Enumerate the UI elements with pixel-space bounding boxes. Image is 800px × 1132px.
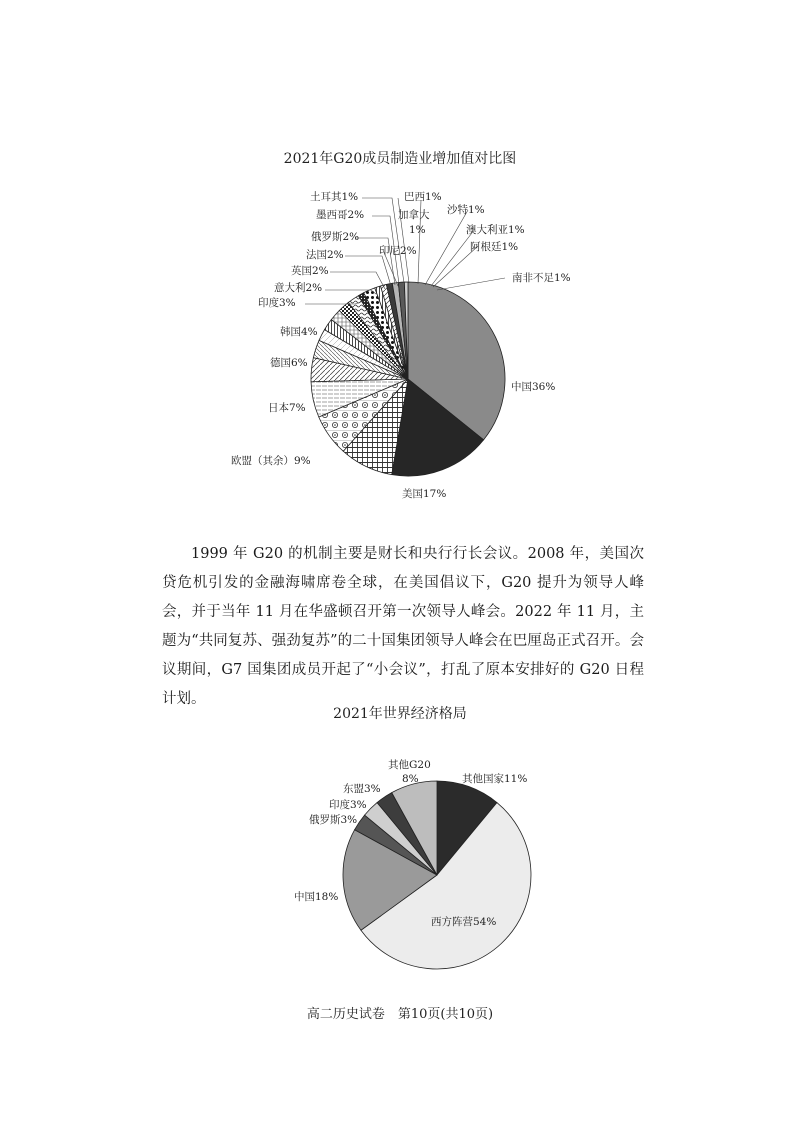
- chart1-label-argentina: 阿根廷1%: [470, 241, 519, 253]
- chart1-label-canada: 加拿大: [398, 209, 430, 221]
- chart2-label-other-g20-value: 8%: [402, 773, 419, 785]
- chart1-label-south-africa: 南非不足1%: [512, 272, 571, 284]
- chart1-title: 2021年G20成员制造业增加值对比图: [283, 151, 517, 167]
- chart2-label-western-bloc: 西方阵营54%: [431, 916, 497, 928]
- chart1-label-canada-value: 1%: [409, 224, 426, 236]
- chart1-label-germany: 德国6%: [270, 357, 308, 369]
- chart2-label-other-g20: 其他G20: [388, 759, 431, 771]
- body-paragraph: 1999 年 G20 的机制主要是财长和央行行长会议。2008 年，美国次贷危机引发的金融海啸席卷全球，在美国倡议下，G20 提升为领导人峰会，并于当年 11 月在华盛顿召开第一次领导人峰会。2022 年 11 月，主题为“共同复苏、强劲复苏”的二十国集团领导人峰会在巴厘岛正式召开。会议期间，G7 国集团成员开起了“小会议”，打乱了原本安排好的 G20 日程计划。: [162, 546, 644, 707]
- chart1-label-australia: 澳大利亚1%: [466, 224, 525, 236]
- chart1-label-india: 印度3%: [258, 297, 296, 309]
- world-economy-pie-chart: [0, 740, 800, 990]
- chart1-label-italy: 意大利2%: [274, 282, 323, 294]
- chart1-label-france: 法国2%: [306, 249, 344, 261]
- chart1-label-indonesia: 印尼2%: [379, 245, 417, 257]
- chart1-label-saudi: 沙特1%: [447, 204, 485, 216]
- chart1-label-turkey: 土耳其1%: [310, 191, 359, 203]
- chart1-label-japan: 日本7%: [268, 402, 306, 414]
- chart2-title: 2021年世界经济格局: [333, 706, 467, 722]
- page-footer: 高二历史试卷 第10页(共10页): [306, 1007, 494, 1022]
- chart1-label-korea: 韩国4%: [280, 326, 318, 338]
- chart2-label-other-countries: 其他国家11%: [462, 773, 528, 785]
- chart1-label-uk: 英国2%: [291, 265, 329, 277]
- chart2-label-india: 印度3%: [329, 799, 367, 811]
- chart1-label-china: 中国36%: [511, 381, 556, 393]
- chart1-label-russia: 俄罗斯2%: [311, 231, 360, 243]
- chart1-label-eu: 欧盟（其余）9%: [231, 455, 311, 467]
- chart2-label-asean: 东盟3%: [343, 783, 381, 795]
- chart2-label-china: 中国18%: [294, 891, 339, 903]
- chart1-label-mexico: 墨西哥2%: [316, 209, 365, 221]
- chart2-slices: [343, 781, 531, 969]
- chart1-label-brazil: 巴西1%: [404, 191, 442, 203]
- chart1-slices: [311, 282, 505, 476]
- chart1-label-usa: 美国17%: [402, 488, 447, 500]
- chart2-label-russia: 俄罗斯3%: [309, 814, 358, 826]
- g20-manufacturing-pie-chart: [0, 0, 800, 520]
